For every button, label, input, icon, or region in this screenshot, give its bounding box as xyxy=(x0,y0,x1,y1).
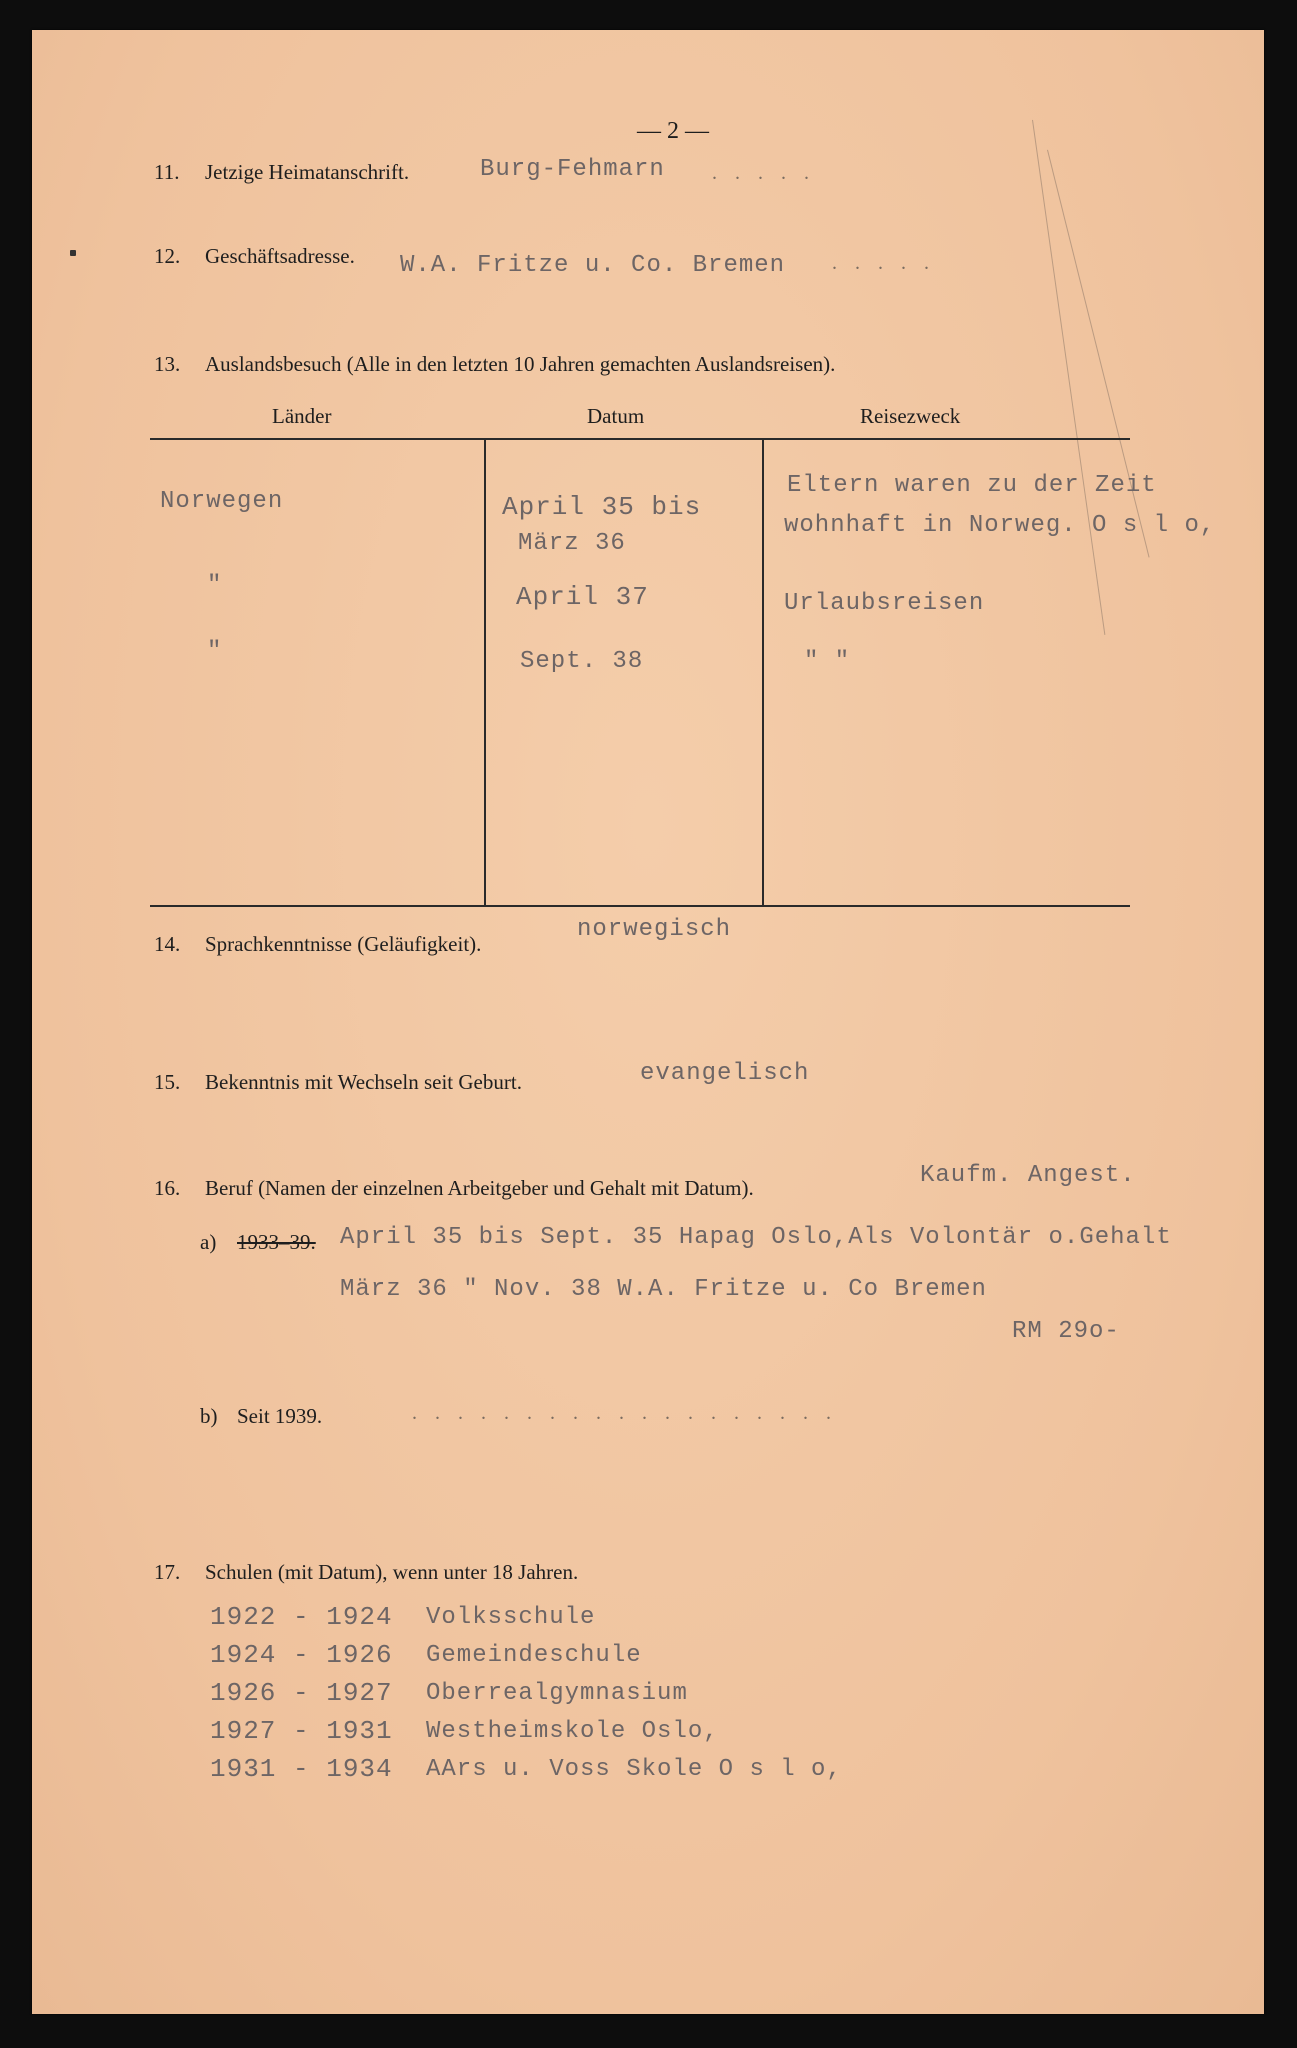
field-15-label: Bekenntnis mit Wechseln seit Geburt. xyxy=(205,1070,522,1094)
field-15-number: 15. xyxy=(154,1070,181,1094)
field-16a-label: a) xyxy=(200,1230,217,1254)
school-4-years: 1927 - 1931 xyxy=(210,1716,393,1746)
row-1-purpose-line1: Eltern waren zu der Zeit xyxy=(787,472,1157,499)
row-1-date-line1: April 35 bis xyxy=(502,492,702,522)
field-11-value: Burg-Fehmarn xyxy=(480,156,665,183)
field-14-value: norwegisch xyxy=(577,916,732,943)
school-5-years: 1931 - 1934 xyxy=(210,1754,393,1784)
school-2-name: Gemeindeschule xyxy=(426,1642,642,1669)
field-17-number: 17. xyxy=(154,1560,181,1584)
paper-crease xyxy=(1032,120,1105,635)
school-4-name: Westheimskole Oslo, xyxy=(426,1718,719,1745)
page-number: — 2 — xyxy=(637,118,709,144)
field-15-value: evangelisch xyxy=(640,1060,810,1087)
school-1-name: Volksschule xyxy=(426,1604,596,1631)
field-16-label: Beruf (Namen der einzelnen Arbeitgeber und Gehalt mit Datum). xyxy=(205,1176,754,1200)
table-top-rule xyxy=(150,438,1130,440)
field-13-label: Auslandsbesuch (Alle in den letzten 10 Jahren gemachten Auslandsreisen). xyxy=(205,352,836,376)
row-1-country: Norwegen xyxy=(160,488,284,515)
document-page xyxy=(32,30,1264,2014)
field-14-label: Sprachkenntnisse (Geläufigkeit). xyxy=(205,932,482,956)
field-12-number: 12. xyxy=(154,244,181,268)
school-3-name: Oberrealgymnasium xyxy=(426,1680,688,1707)
field-16-number: 16. xyxy=(154,1176,181,1200)
table-column-divider xyxy=(484,440,486,906)
row-2-purpose: Urlaubsreisen xyxy=(784,590,985,617)
row-1-date-line2: März 36 xyxy=(518,530,626,557)
school-5-name: AArs u. Voss Skole O s l o, xyxy=(426,1756,842,1783)
row-3-country: " xyxy=(207,638,223,665)
field-17-label: Schulen (mit Datum), wenn unter 18 Jahren. xyxy=(205,1560,579,1584)
dotted-leader: ..... xyxy=(712,162,827,184)
school-1-years: 1922 - 1924 xyxy=(210,1602,393,1632)
row-3-purpose: " " xyxy=(804,648,851,675)
field-12-label: Geschäftsadresse. xyxy=(205,244,355,268)
header-countries: Länder xyxy=(272,404,332,428)
field-14-number: 14. xyxy=(154,932,181,956)
header-purpose: Reisezweck xyxy=(860,404,961,428)
margin-mark xyxy=(70,250,76,256)
field-16a-line1: April 35 bis Sept. 35 Hapag Oslo,Als Volontär o.Gehalt xyxy=(340,1224,1172,1251)
field-16a-line2: März 36 " Nov. 38 W.A. Fritze u. Co Bremen xyxy=(340,1276,987,1303)
table-bottom-rule xyxy=(150,905,1130,907)
field-12-value: W.A. Fritze u. Co. Bremen xyxy=(400,252,786,279)
dotted-leader: ................... xyxy=(412,1402,849,1424)
school-3-years: 1926 - 1927 xyxy=(210,1678,393,1708)
field-11-label: Jetzige Heimatanschrift. xyxy=(205,160,410,184)
row-2-country: " xyxy=(207,572,223,599)
header-date: Datum xyxy=(587,404,645,428)
dotted-leader: ..... xyxy=(832,252,947,274)
field-16-value: Kaufm. Angest. xyxy=(920,1162,1136,1189)
field-16b-label: b) xyxy=(200,1404,218,1428)
school-2-years: 1924 - 1926 xyxy=(210,1640,393,1670)
field-16a-line3: RM 29o- xyxy=(1012,1318,1120,1345)
row-1-purpose-line2: wohnhaft in Norweg. O s l o, xyxy=(784,512,1216,539)
row-2-date: April 37 xyxy=(516,582,649,612)
field-16b-text: Seit 1939. xyxy=(237,1404,323,1428)
field-16a-struck-years: 1933–39. xyxy=(237,1230,316,1254)
row-3-date: Sept. 38 xyxy=(520,648,644,675)
field-13-number: 13. xyxy=(154,352,181,376)
field-11-number: 11. xyxy=(154,160,180,184)
table-column-divider xyxy=(762,440,764,906)
